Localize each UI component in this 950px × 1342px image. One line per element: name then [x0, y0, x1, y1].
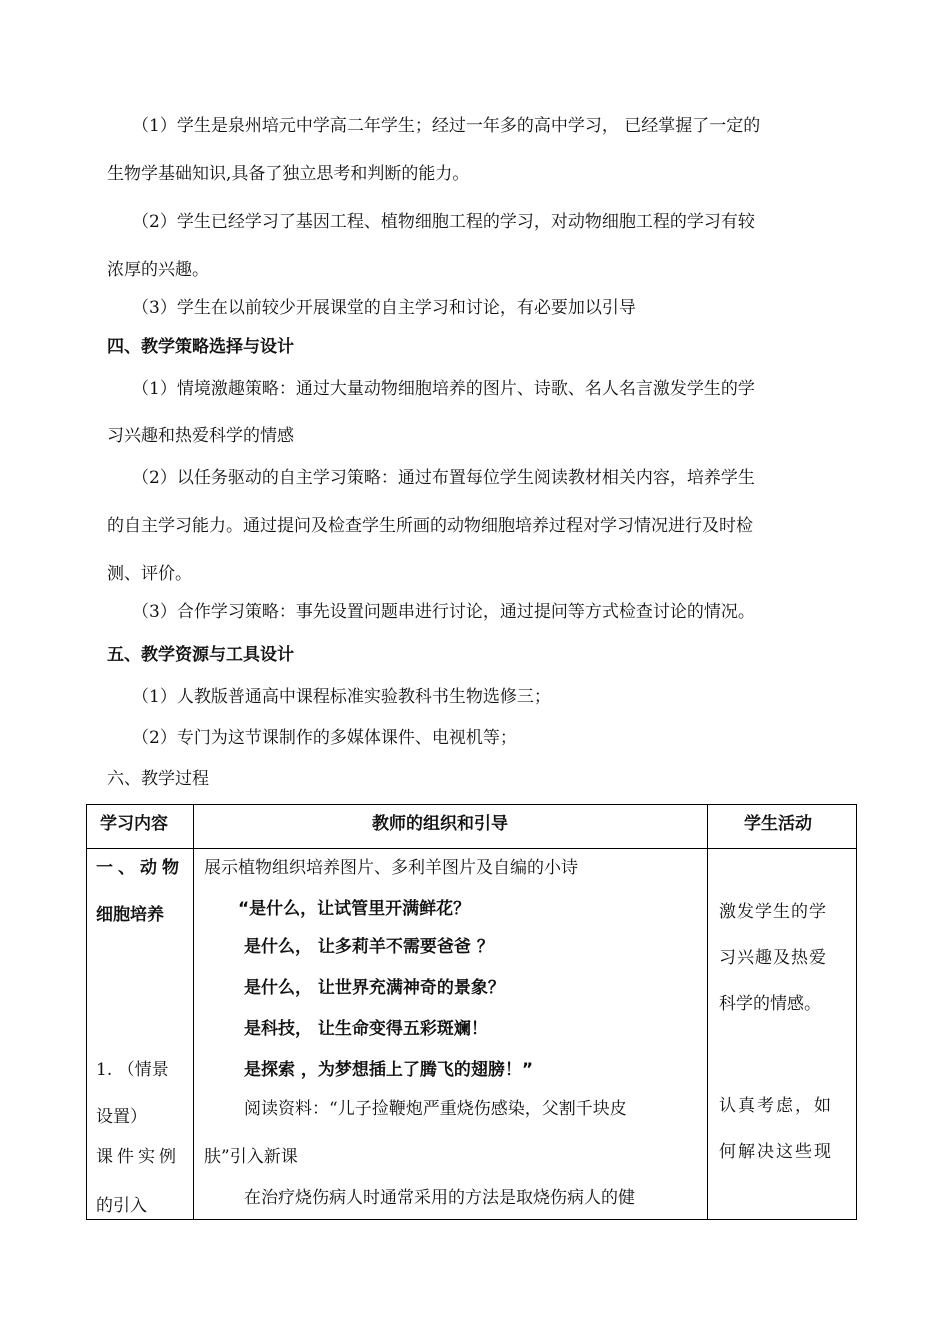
- table-border-top: [86, 804, 857, 805]
- table-cell-text: 激发学生的学: [719, 902, 827, 922]
- table-cell-text: 课件实例: [96, 1147, 180, 1167]
- paragraph-line: （1）人教版普通高中课程标准实验教科书生物选修三；: [132, 687, 551, 707]
- table-cell-text: 设置）: [96, 1107, 147, 1127]
- table-cell-text: 习兴趣及热爱: [719, 948, 827, 968]
- table-cell-text: 认真考虑，如: [719, 1096, 833, 1116]
- section-heading: 五、教学资源与工具设计: [107, 645, 294, 665]
- table-border-right: [856, 804, 857, 1220]
- paragraph-line: 的自主学习能力。通过提问及检查学生所画的动物细胞培养过程对学习情况进行及时检: [107, 516, 753, 536]
- paragraph-line: （1）情境激趣策略：通过大量动物细胞培养的图片、诗歌、名人名言激发学生的学: [132, 379, 755, 399]
- table-cell-text: 阅读资料：“儿子捡鞭炮严重烧伤感染，父割千块皮: [244, 1099, 627, 1119]
- table-cell-text: 细胞培养: [96, 905, 164, 925]
- table-header-cell: 学习内容: [100, 814, 168, 834]
- table-cell-text: 在治疗烧伤病人时通常采用的方法是取烧伤病人的健: [244, 1188, 635, 1208]
- table-header-divider: [86, 848, 857, 849]
- poem-line: 是什么， 让多莉羊不需要爸爸 ？: [244, 937, 494, 957]
- table-cell-text: 科学的情感。: [719, 994, 821, 1014]
- poem-line: 是什么， 让世界充满神奇的景象？: [244, 978, 505, 998]
- table-border-left: [86, 804, 87, 1220]
- table-cell-text: 何解决这些现: [719, 1142, 833, 1162]
- paragraph-line: （2）学生已经学习了基因工程、植物细胞工程的学习，对动物细胞工程的学习有较: [132, 212, 755, 232]
- table-cell-text: 展示植物组织培养图片、多利羊图片及自编的小诗: [204, 858, 578, 878]
- table-cell-text: 的引入: [96, 1196, 147, 1216]
- table-border-bottom: [86, 1219, 857, 1220]
- paragraph-line: （1）学生是泉州培元中学高二年学生；经过一年多的高中学习， 已经掌握了一定的: [132, 116, 761, 136]
- table-cell-text: 1. （情景: [96, 1060, 169, 1080]
- table-col-divider: [707, 804, 708, 1220]
- table-header-cell: 教师的组织和引导: [372, 814, 508, 834]
- section-heading: 四、教学策略选择与设计: [107, 337, 294, 357]
- table-cell-text: 一、动物: [96, 858, 184, 878]
- paragraph-line: （3）合作学习策略：事先设置问题串进行讨论，通过提问等方式检查讨论的情况。: [132, 602, 755, 622]
- poem-line: 是探索 ，为梦想插上了腾飞的翅膀！”: [244, 1060, 534, 1080]
- paragraph-line: 测、评价。: [107, 564, 192, 584]
- paragraph-line: （3）学生在以前较少开展课堂的自主学习和讨论，有必要加以引导: [132, 298, 636, 318]
- paragraph-line: 习兴趣和热爱科学的情感: [107, 426, 294, 446]
- table-header-cell: 学生活动: [744, 814, 812, 834]
- table-cell-text: 肤”引入新课: [204, 1147, 298, 1167]
- paragraph-line: （2）专门为这节课制作的多媒体课件、电视机等；: [132, 728, 517, 748]
- paragraph-line: （2）以任务驱动的自主学习策略：通过布置每位学生阅读教材相关内容，培养学生: [132, 468, 755, 488]
- poem-line: “是什么，让试管里开满鲜花？: [238, 899, 471, 919]
- paragraph-line: 浓厚的兴趣。: [107, 260, 209, 280]
- poem-line: 是科技， 让生命变得五彩斑斓！: [244, 1019, 488, 1039]
- table-col-divider: [193, 804, 194, 1220]
- paragraph-line: 生物学基础知识,具备了独立思考和判断的能力。: [107, 164, 470, 184]
- section-heading: 六、教学过程: [107, 769, 209, 789]
